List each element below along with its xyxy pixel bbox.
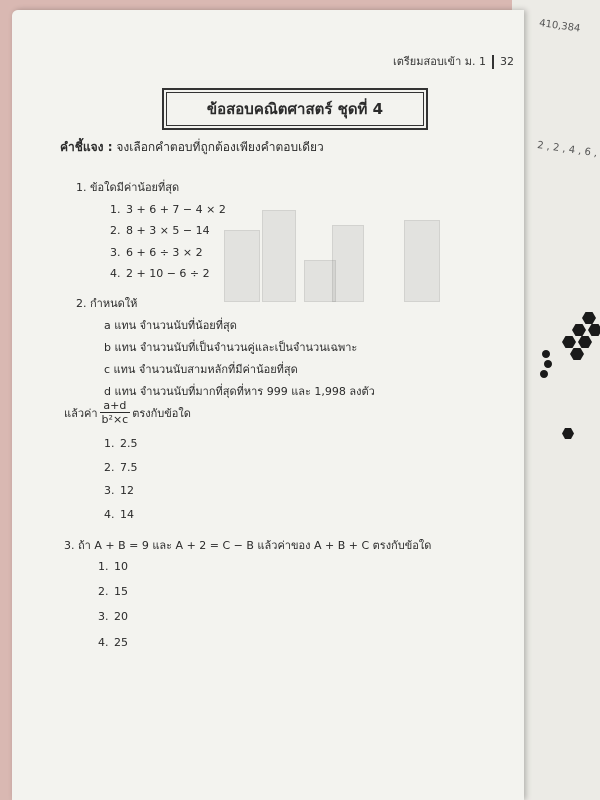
option-text: 10 [114, 560, 128, 573]
option-text: 2 + 10 − 6 ÷ 2 [126, 267, 210, 280]
option-number: 1. [110, 203, 121, 216]
option-number: 3. [104, 484, 115, 497]
given-b: b แทน จำนวนนับที่เป็นจำนวนคู่และเป็นจำนวนเฉพาะ [104, 341, 358, 354]
option-1-4[interactable] [110, 267, 210, 280]
dot-pattern-icon [540, 350, 554, 380]
option-number: 2. [104, 461, 115, 474]
option-text: 7.5 [120, 461, 138, 474]
option-text: 8 + 3 × 5 − 14 [126, 224, 210, 237]
ask-prefix: แล้วค่า [64, 406, 98, 420]
header-divider [492, 55, 494, 69]
option-text: 20 [114, 610, 128, 623]
page-title: ข้อสอบคณิตศาสตร์ ชุดที่ 4 [206, 100, 384, 118]
question-2-ask [64, 399, 191, 426]
option-number: 3. [98, 610, 109, 623]
running-title: เตรียมสอบเข้า ม. 1 [392, 55, 486, 68]
option-text: 2.5 [120, 437, 138, 450]
instruction [60, 138, 324, 157]
fraction-numerator: a+d [100, 399, 131, 413]
option-number: 3. [110, 246, 121, 259]
title-box [162, 88, 428, 130]
option-text: 25 [114, 636, 128, 649]
adjacent-page-number: 410,384 [538, 18, 581, 35]
option-number: 2. [110, 224, 121, 237]
running-header [393, 52, 514, 70]
question-number: 2. [76, 297, 87, 310]
option-3-4[interactable] [98, 636, 128, 649]
show-through-graphic [262, 210, 296, 302]
option-1-2[interactable] [110, 224, 210, 237]
option-number: 4. [104, 508, 115, 521]
instruction-label: คำชี้แจง : [60, 140, 113, 154]
option-number: 4. [110, 267, 121, 280]
option-3-3[interactable] [98, 610, 128, 623]
option-number: 2. [98, 585, 109, 598]
option-text: 12 [120, 484, 134, 497]
fraction-denominator: b²×c [101, 413, 129, 426]
option-1-1[interactable] [110, 203, 226, 216]
question-number: 1. [76, 181, 87, 194]
question-2 [76, 294, 137, 312]
option-1-3[interactable] [110, 246, 203, 259]
option-3-2[interactable] [98, 585, 128, 598]
given-c: c แทน จำนวนนับสามหลักที่มีค่าน้อยที่สุด [104, 363, 298, 376]
given-d: d แทน จำนวนนับที่มากที่สุดที่หาร 999 และ 1,998 ลงตัว [104, 385, 375, 398]
question-1 [76, 178, 179, 196]
option-2-1[interactable] [104, 437, 138, 450]
show-through-graphic [332, 225, 364, 302]
option-text: 15 [114, 585, 128, 598]
show-through-graphic [404, 220, 440, 302]
question-text: ข้อใดมีค่าน้อยที่สุด [90, 181, 180, 194]
ask-suffix: ตรงกับข้อใด [132, 406, 191, 420]
exam-page [12, 10, 524, 800]
show-through-graphic [224, 230, 260, 302]
option-number: 1. [98, 560, 109, 573]
option-2-3[interactable] [104, 484, 134, 497]
question-3 [64, 536, 431, 554]
option-text: 14 [120, 508, 134, 521]
option-2-2[interactable] [104, 461, 138, 474]
instruction-text: จงเลือกคำตอบที่ถูกต้องเพียงคำตอบเดียว [116, 140, 324, 154]
option-2-4[interactable] [104, 508, 134, 521]
given-a: a แทน จำนวนนับที่น้อยที่สุด [104, 319, 237, 332]
option-text: 6 + 6 ÷ 3 × 2 [126, 246, 203, 259]
option-3-1[interactable] [98, 560, 128, 573]
adjacent-page [512, 0, 600, 800]
option-number: 1. [104, 437, 115, 450]
hexagon-pattern-icon [560, 312, 600, 372]
question-text: ถ้า A + B = 9 และ A + 2 = C − B แล้วค่าของ A + B + C ตรงกับข้อใด [78, 539, 432, 552]
page-number: 32 [500, 55, 514, 68]
adjacent-page-sequence: 2 , 2 , 4 , 6 , [536, 140, 598, 160]
option-number: 4. [98, 636, 109, 649]
question-number: 3. [64, 539, 75, 552]
fraction [100, 399, 131, 426]
question-text: กำหนดให้ [90, 297, 138, 310]
option-text: 3 + 6 + 7 − 4 × 2 [126, 203, 226, 216]
